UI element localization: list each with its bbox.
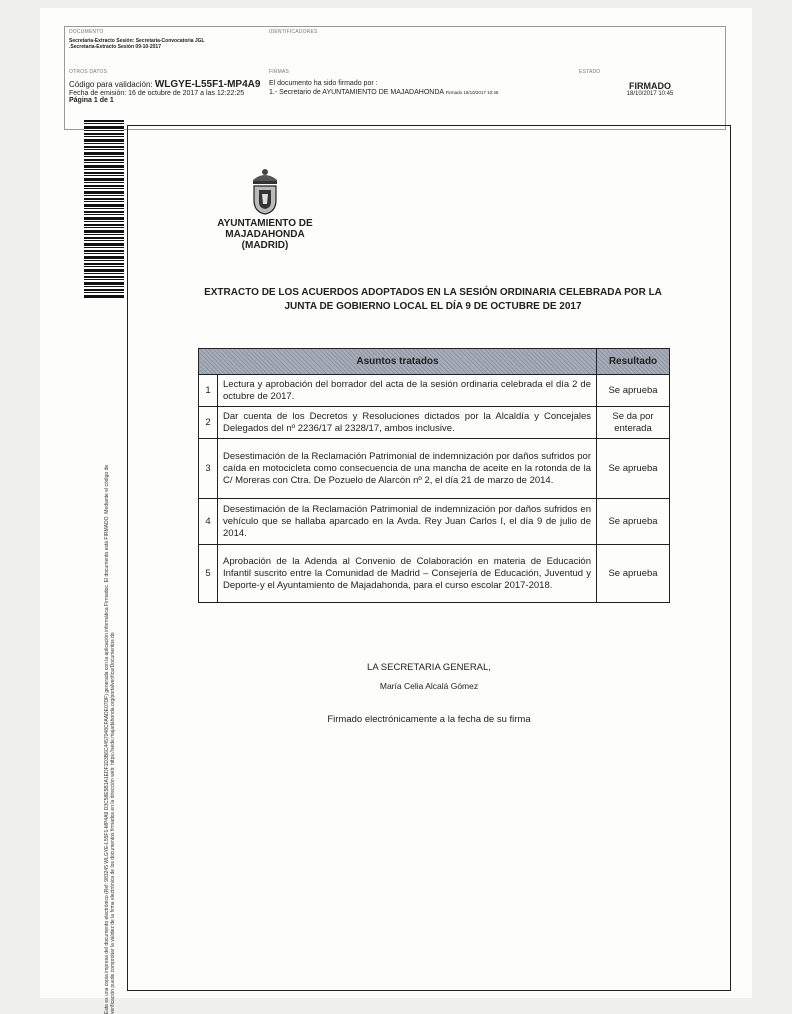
codigo-value: WLGYE-L55F1-MP4A9 [154,79,261,90]
org-line1: AYUNTAMIENTO DE [217,218,313,229]
table-row [199,439,670,499]
estado-fecha: 18/10/2017 10:45 [626,91,674,97]
header-estado-cell [575,67,725,129]
header-documento-cell [65,27,265,67]
side-verification-text [104,214,116,1014]
row-text: Dar cuenta de los Decretos y Resoluciones dictados por la Alcaldía y Concejales Delegados del nº 2236/17 al 2328/17, ambos inclusive. [218,407,597,439]
table-row [199,545,670,603]
otros-datos-label: OTROS DATOS [69,69,108,75]
codigo-validacion [69,79,261,90]
document-page [40,8,752,1014]
table-row [199,375,670,407]
pagina-count: Página 1 de 1 [69,97,114,104]
validation-header [64,26,726,130]
signature-note: Firmado electrónicamente a la fecha de su firma [327,714,531,725]
row-result: Se da por enterada [597,407,670,439]
documento-line2: .Secretaría-Extracto Sesión 09-10-2017 [69,44,161,50]
row-result: Se aprueba [597,375,670,407]
header-asuntos: Asuntos tratados [199,349,597,375]
row-number: 2 [199,407,218,439]
table-header-row [199,349,670,375]
table-row [199,499,670,545]
documento-line1: Secretaria-Extracto Sesión: Secretaría-Convocatoria JGL [69,38,205,44]
signature-name: María Celia Alcalá Gómez [379,681,479,691]
identificadores-label: IDENTIFICADORES [269,29,318,35]
org-line3: (MADRID) [241,240,289,251]
title-line2: JUNTA DE GOBIERNO LOCAL EL DÍA 9 DE OCTUBRE DE 2017 [284,301,582,312]
row-text: Desestimación de la Reclamación Patrimonial de indemnización por daños sufridos en vehículo que se hallaba aparcado en la Avda. Rey Juan Carlos I, el día 9 de julio de 2014. [218,499,597,545]
coat-of-arms-icon [247,166,283,216]
row-text: Desestimación de la Reclamación Patrimonial de indemnización por daños sufridos por caída en motocicleta como consecuencia de una mancha de aceite en la rotonda de la C/ Moreras con Ctra. De Pozuelo de Alarcón nº 2, el día 21 de marzo de 2014. [218,439,597,499]
row-result: Se aprueba [597,499,670,545]
organization-name [198,218,332,251]
firmado-por-text: El documento ha sido firmado por : [269,80,378,87]
header-resultado: Resultado [597,349,670,375]
estado-label: ESTADO [579,69,601,75]
document-title [198,286,668,314]
fecha-emision: Fecha de emisión: 16 de octubre de 2017 a las 12:22:25 [69,90,245,97]
row-text: Aprobación de la Adenda al Convenio de Colaboración en materia de Educación Infantil suscrito entre la Comunidad de Madrid – Consejería de Educación, Juventud y Deporte-y el Ayuntamiento de Majadahonda, para el curso escolar 2017-2018. [218,545,597,603]
header-identificadores-cell [265,27,725,67]
header-firmas-cell [265,67,575,129]
title-line1: EXTRACTO DE LOS ACUERDOS ADOPTADOS EN LA SESIÓN ORDINARIA CELEBRADA POR LA [204,287,662,298]
firmante-text: 1.- Secretario de AYUNTAMIENTO DE MAJADAHONDA [269,89,444,96]
row-number: 1 [199,375,218,407]
row-number: 4 [199,499,218,545]
firmas-label: FIRMAS [269,69,290,75]
side-text-line2: verificación puede comprobar la validez de la firma electrónica de los documentos firmados en la dirección web: https://sede.majadahonda.org/portalverificarDocumentos.do [110,632,116,1014]
row-number: 3 [199,439,218,499]
documento-label: DOCUMENTO [69,29,104,35]
agenda-table [198,348,670,603]
firmante-fecha: Firmado 18/10/2017 10:45 [445,90,499,95]
row-result: Se aprueba [597,439,670,499]
row-number: 5 [199,545,218,603]
signature-role: LA SECRETARIA GENERAL, [367,662,491,673]
row-result: Se aprueba [597,545,670,603]
document-frame [127,125,731,991]
org-line2: MAJADAHONDA [225,229,305,240]
estado-value: FIRMADO [629,81,671,91]
codigo-label: Código para validación: [69,80,153,89]
row-text: Lectura y aprobación del borrador del acta de la sesión ordinaria celebrada el día 2 de octubre de 2017. [218,375,597,407]
table-row [199,407,670,439]
side-text-line1: Este es una copia impresa del documento electrónico (Ref: 983245 WLGYE-L55F1-MP4A9 D3C58E5B1A1EDF1D3B6C4457048CFAADE07DF) generada con la aplicación informática Firmadoc. El documento está FIRMADO. Mediante el código de [104,464,110,1014]
